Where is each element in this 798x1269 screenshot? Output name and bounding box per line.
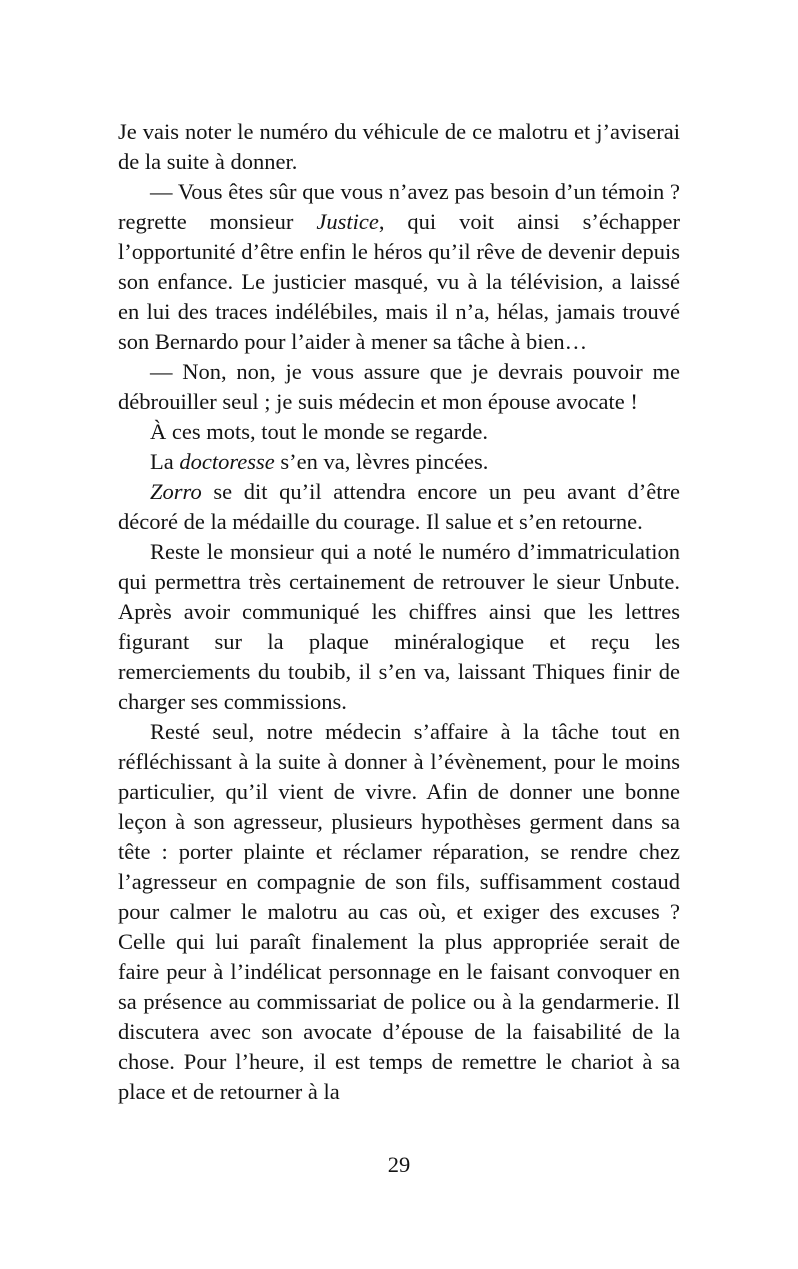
paragraph-3 bbox=[118, 357, 680, 417]
paragraph-text: se dit qu’il attendra encore un peu avant d’être décoré de la médaille du courage. Il salue et s’en retourne. bbox=[118, 479, 680, 534]
paragraph-4 bbox=[118, 417, 680, 447]
paragraph-8 bbox=[118, 717, 680, 1107]
paragraph-text: — Vous êtes sûr que vous n’avez pas besoin d’un témoin ? regrette monsieur bbox=[118, 179, 680, 234]
paragraph-text: , qui voit ainsi s’échapper l’opportunité d’être enfin le héros qu’il rêve de devenir depuis son enfance. Le justicier masqué, vu à la télévision, a laissé en lui des traces indélébiles, mais il n’a, hélas, jamais trouvé son Bernardo pour l’aider à mener sa tâche à bien… bbox=[118, 209, 681, 354]
paragraph-1 bbox=[118, 117, 680, 177]
paragraph-text: Je vais noter le numéro du véhicule de ce malotru et j’aviserai de la suite à donner. bbox=[118, 119, 680, 174]
paragraph-6 bbox=[118, 477, 680, 537]
book-page-body bbox=[118, 117, 680, 1107]
paragraph-7 bbox=[118, 537, 680, 717]
paragraph-text: La bbox=[150, 449, 180, 474]
italic-text: Zorro bbox=[150, 479, 202, 504]
paragraph-text: Reste le monsieur qui a noté le numéro d’immatriculation qui permettra très certainement de retrouver le sieur Unbute. Après avoir communiqué les chiffres ainsi que les lettres figurant sur la plaque minéralogique et reçu les remerciements du toubib, il s’en va, laissant Thiques finir de charger ses commissions. bbox=[118, 539, 680, 714]
paragraph-text: s’en va, lèvres pincées. bbox=[274, 449, 489, 474]
paragraph-text: Resté seul, notre médecin s’affaire à la tâche tout en réfléchissant à la suite à donner à l’évènement, pour le moins particulier, qu’il vient de vivre. Afin de donner une bonne leçon à son agresseur, plusieurs hypothèses germent dans sa tête : porter plainte et réclamer réparation, se rendre chez l’agresseur en compagnie de son fils, suffisamment costaud pour calmer le malotru au cas où, et exiger des excuses ? Celle qui lui paraît finalement la plus appropriée serait de faire peur à l’indélicat personnage en le faisant convoquer en sa présence au commissariat de police ou à la gendarmerie. Il discutera avec son avocate d’épouse de la faisabilité de la chose. Pour l’heure, il est temps de remettre le chariot à sa place et de retourner à la bbox=[118, 719, 680, 1104]
paragraph-text: À ces mots, tout le monde se regarde. bbox=[150, 419, 489, 444]
paragraph-5 bbox=[118, 447, 680, 477]
italic-text: doctoresse bbox=[179, 449, 275, 474]
italic-text: Justice bbox=[316, 209, 379, 234]
paragraph-2 bbox=[118, 177, 680, 357]
page-number: 29 bbox=[387, 1152, 411, 1177]
paragraph-text: — Non, non, je vous assure que je devrais pouvoir me débrouiller seul ; je suis médecin et mon épouse avocate ! bbox=[118, 359, 680, 414]
